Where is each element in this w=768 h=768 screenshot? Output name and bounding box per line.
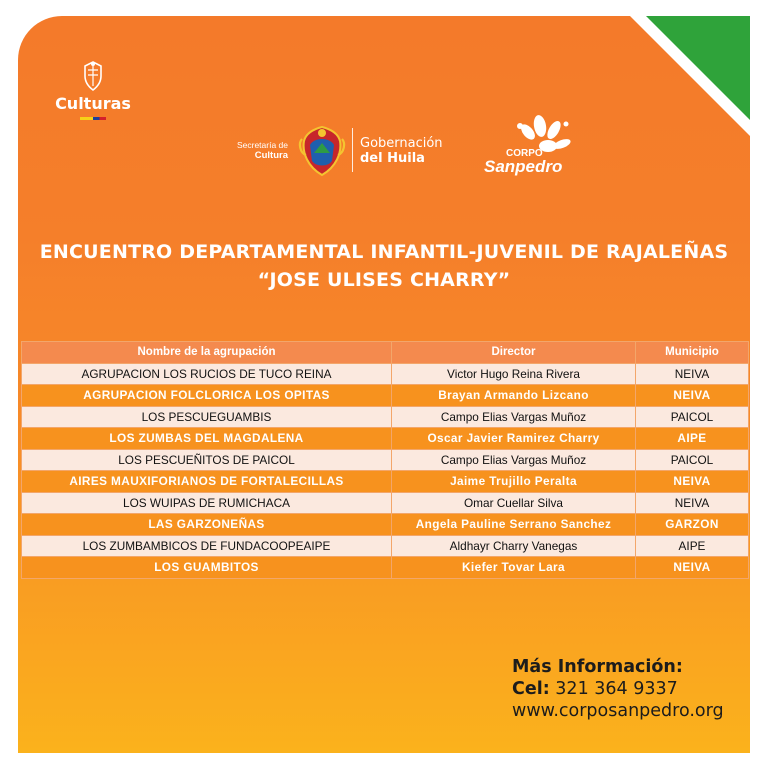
cell-nombre: LOS WUIPAS DE RUMICHACA [22,492,392,514]
cell-municipio: PAICOL [636,406,749,428]
table-row [22,449,749,471]
cell-municipio: PAICOL [636,449,749,471]
cell-nombre: AGRUPACION FOLCLORICA LOS OPITAS [22,385,392,407]
cell-director: Campo Elias Vargas Muñoz [392,449,636,471]
culturas-logo [48,60,138,130]
secretaria-line1: Secretaría de [236,140,288,150]
header-nombre: Nombre de la agrupación [22,342,392,364]
cell-nombre: LOS ZUMBAMBICOS DE FUNDACOOPEAIPE [22,535,392,557]
colombia-crest-icon [78,60,108,92]
cell-director: Jaime Trujillo Peralta [392,471,636,493]
cell-director: Aldhayr Charry Vanegas [392,535,636,557]
cell-municipio: NEIVA [636,471,749,493]
header-director: Director [392,342,636,364]
flag-bar [80,117,106,120]
gobernacion-line1: Gobernación [360,136,443,151]
cell-nombre: LOS PESCUEGUAMBIS [22,406,392,428]
contact-info [512,656,724,722]
cell-nombre: LOS ZUMBAS DEL MAGDALENA [22,428,392,450]
cell-nombre: AGRUPACION LOS RUCIOS DE TUCO REINA [22,363,392,385]
cell-director: Brayan Armando Lizcano [392,385,636,407]
groups-table [21,341,749,579]
cell-municipio: NEIVA [636,557,749,579]
phone-label: Cel: [512,679,550,699]
cell-nombre: LOS GUAMBITOS [22,557,392,579]
gobernacion-line2-label: del Huila [360,151,425,166]
table-row [22,428,749,450]
info-heading: Más Información: [512,657,683,677]
huila-crest-icon [296,123,348,179]
cell-director: Angela Pauline Serrano Sanchez [392,514,636,536]
cell-municipio: NEIVA [636,363,749,385]
cell-municipio: NEIVA [636,492,749,514]
cell-director: Campo Elias Vargas Muñoz [392,406,636,428]
culturas-text: Culturas [55,94,131,113]
cell-nombre: LOS PESCUEÑITOS DE PAICOL [22,449,392,471]
cell-director: Kiefer Tovar Lara [392,557,636,579]
cell-nombre: LAS GARZONEÑAS [22,514,392,536]
sanpedro-text: Sanpedro [484,157,563,176]
table-row [22,471,749,493]
title-line2: “JOSE ULISES CHARRY” [257,269,511,291]
secretaria-cultura-text [200,140,288,161]
header-municipio: Municipio [636,342,749,364]
cell-director: Omar Cuellar Silva [392,492,636,514]
table-row [22,514,749,536]
cell-municipio: AIPE [636,535,749,557]
logo-divider [352,128,353,172]
corpo-text: CORPO [506,148,543,159]
info-phone [512,678,724,700]
table-row [22,557,749,579]
event-title [18,238,750,294]
secretaria-line2: Cultura [254,150,288,161]
cell-director: Victor Hugo Reina Rivera [392,363,636,385]
poster-card [18,16,750,753]
table-header-row [22,342,749,364]
table-row [22,535,749,557]
gobernacion-logo [200,120,450,180]
table-row [22,492,749,514]
cell-nombre: AIRES MAUXIFORIANOS DE FORTALECILLAS [22,471,392,493]
green-corner-triangle [630,16,750,136]
table-row [22,406,749,428]
gobernacion-text [360,136,443,166]
table-row [22,363,749,385]
phone-number: 321 364 9337 [555,679,678,699]
cell-municipio: AIPE [636,428,749,450]
cell-municipio: GARZON [636,514,749,536]
title-line1: ENCUENTRO DEPARTAMENTAL INFANTIL-JUVENIL DE RAJALEÑAS [39,241,729,263]
table-row [22,385,749,407]
cell-municipio: NEIVA [636,385,749,407]
corposanpedro-logo [466,112,576,182]
website-link[interactable]: www.corposanpedro.org [512,701,724,721]
cell-director: Oscar Javier Ramirez Charry [392,428,636,450]
